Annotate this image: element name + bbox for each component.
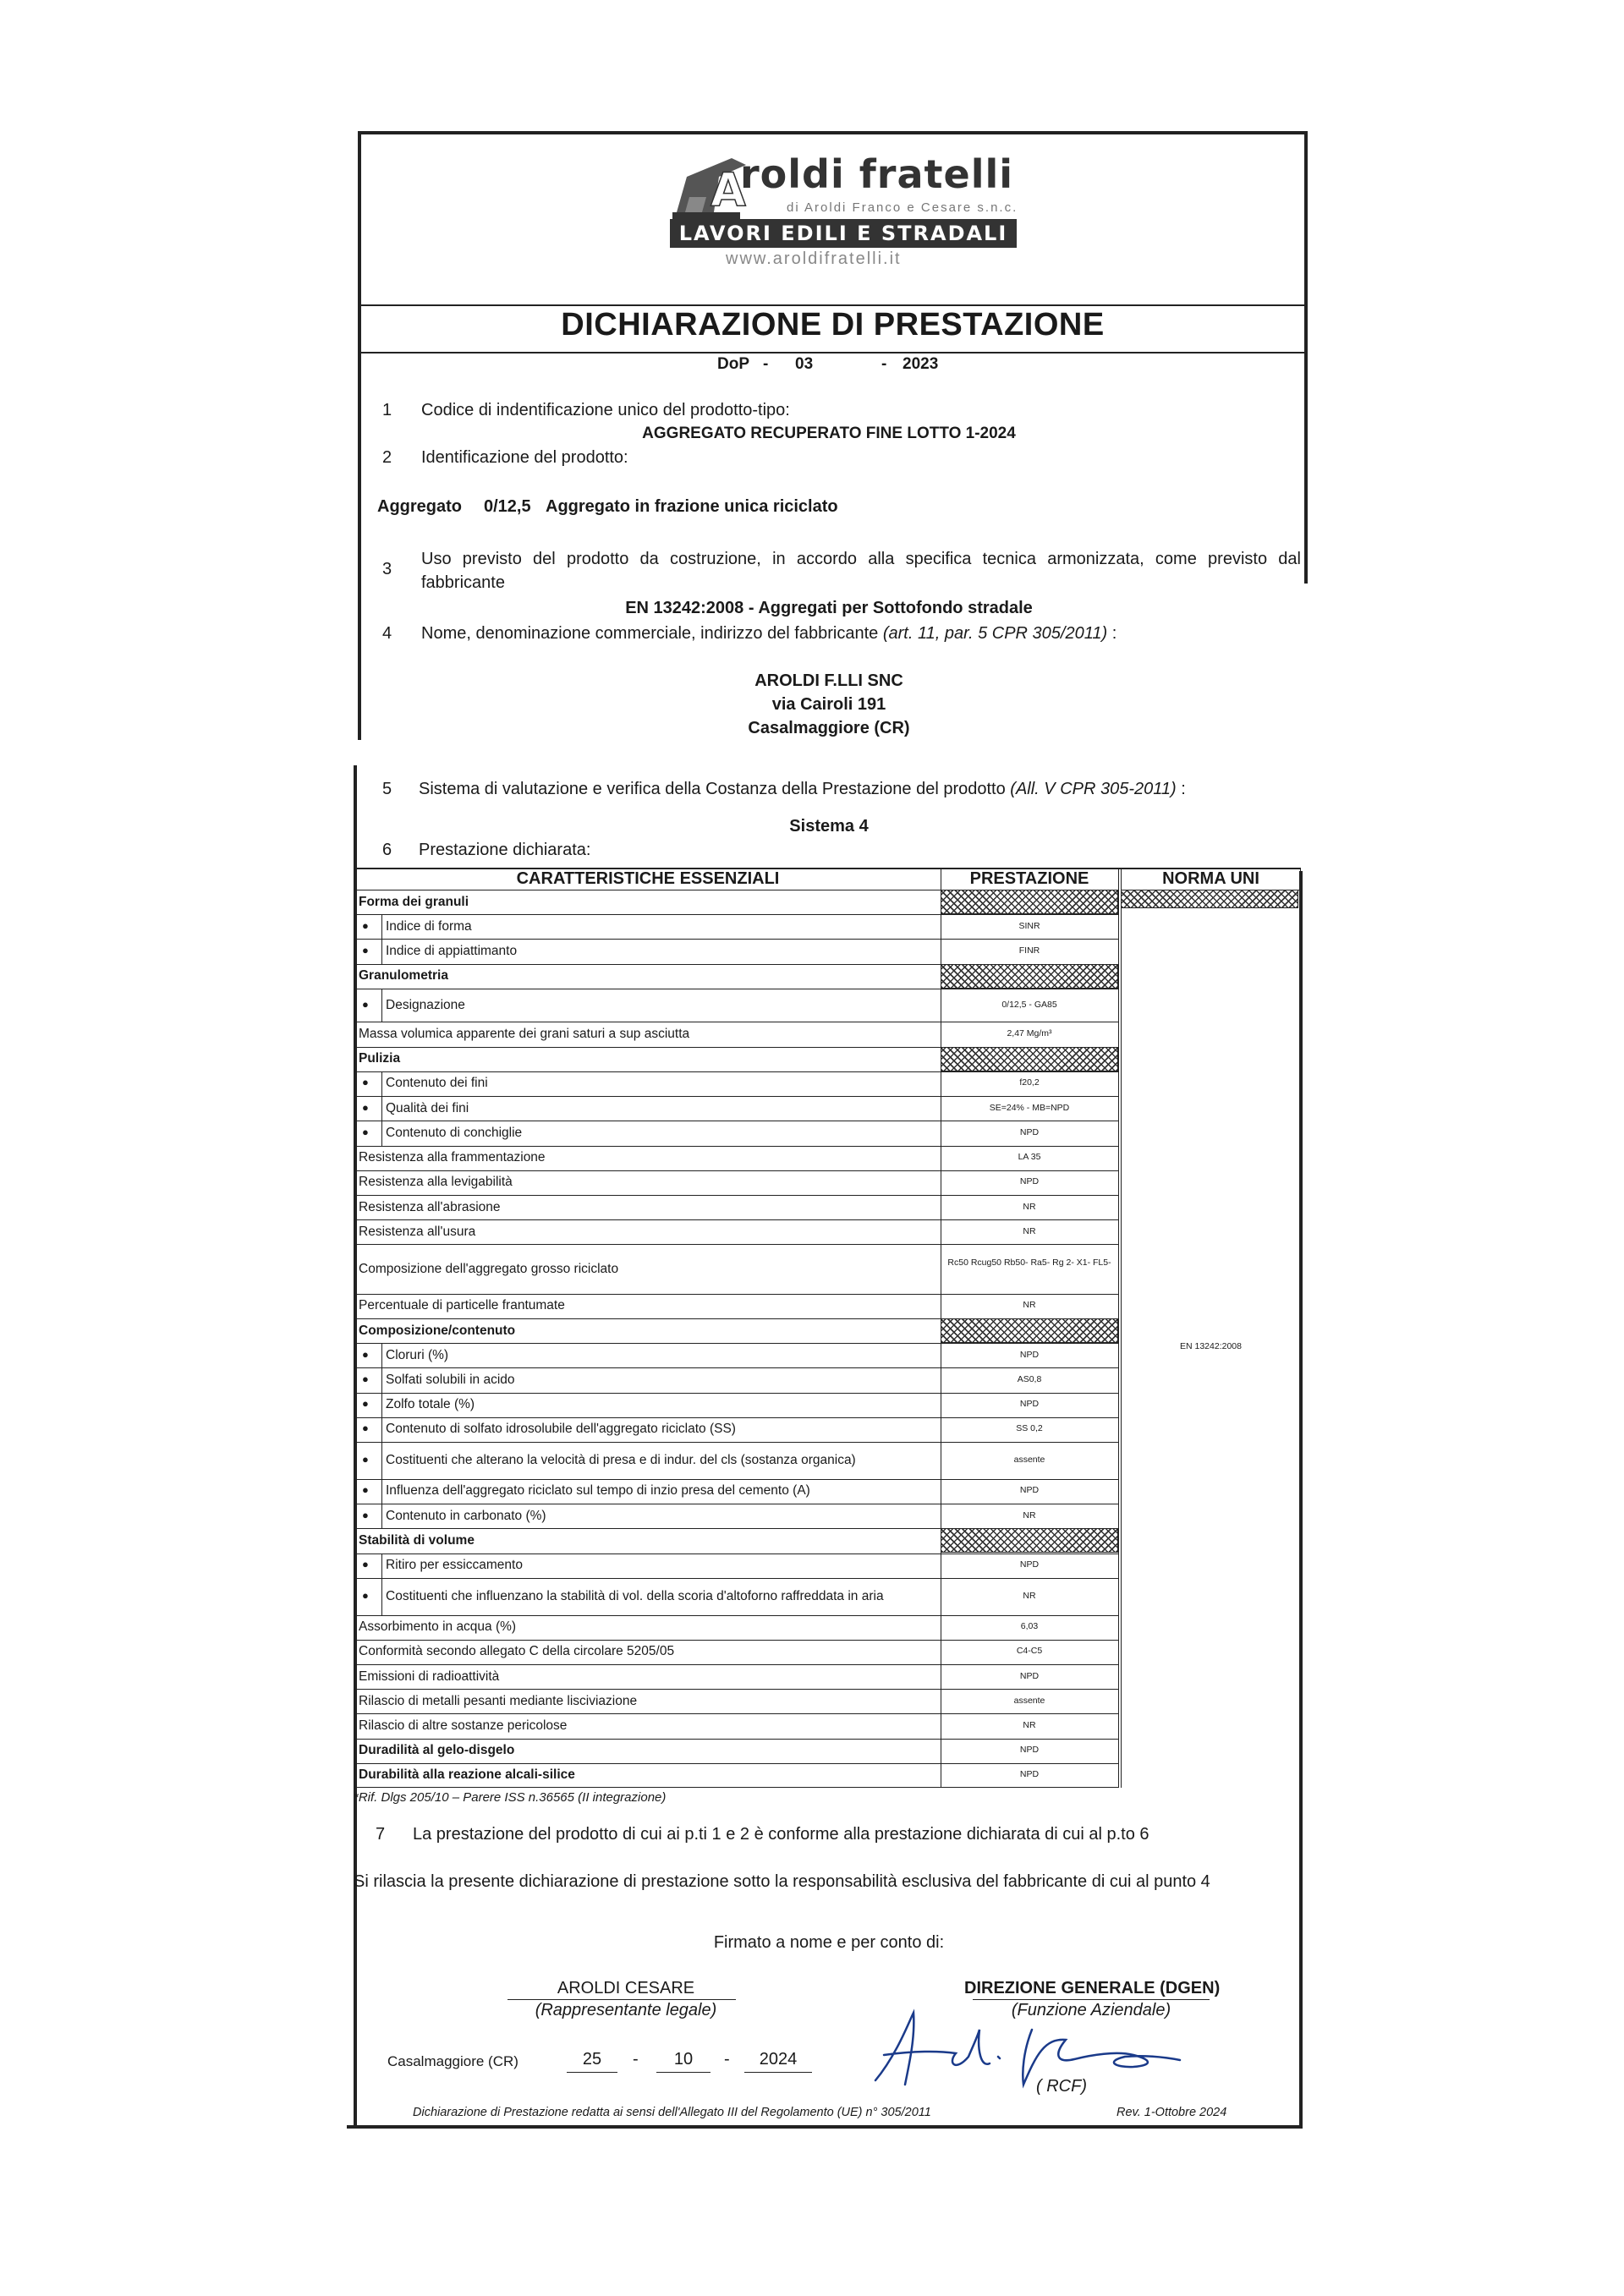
bullet-icon: ●	[362, 1125, 369, 1138]
section-3-line1: Uso previsto del prodotto da costruzione, in accordo alla specifica tecnica armonizzata, come previsto dal	[421, 550, 1301, 568]
date-sep: -	[633, 2050, 639, 2069]
performance-hatch	[941, 1047, 1118, 1071]
bullet-icon: ●	[362, 1508, 369, 1521]
row-label: Resistenza all'usura	[359, 1224, 476, 1239]
bullet-icon: ●	[362, 1452, 369, 1466]
row-label: Granulometria	[359, 968, 448, 984]
header-characteristics: CARATTERISTICHE ESSENZIALI	[516, 869, 780, 888]
row-label: Conformità secondo allegato C della circolare 5205/05	[359, 1644, 675, 1659]
table-row	[355, 1121, 1118, 1145]
bullet-divider	[381, 1504, 382, 1528]
underline	[567, 2072, 617, 2073]
table-vline	[1121, 868, 1122, 1788]
product-word: Aggregato	[377, 497, 462, 516]
table-row	[355, 1022, 1118, 1046]
row-value: NPD	[1019, 1126, 1040, 1137]
table-row	[355, 1417, 1118, 1442]
row-label: Composizione/contenuto	[359, 1323, 516, 1338]
section-4-number: 4	[382, 624, 392, 643]
row-value: NR	[1023, 1590, 1036, 1601]
row-value: NPD	[1019, 1670, 1040, 1681]
table-row	[355, 1146, 1118, 1170]
bullet-divider	[381, 914, 382, 939]
row-value: LA 35	[1018, 1152, 1041, 1163]
rcf-label: ( RCF)	[1036, 2077, 1087, 2096]
row-value: Rc50 Rcug50 Rb50- Ra5- Rg 2- X1- FL5-	[947, 1257, 1111, 1268]
logo-subtitle: di Aroldi Franco e Cesare s.n.c.	[787, 200, 1018, 215]
row-label: Percentuale di particelle frantumate	[359, 1298, 565, 1313]
product-size: 0/12,5	[484, 497, 531, 516]
manufacturer-name: AROLDI F.LLI SNC	[754, 671, 903, 690]
logo-name: roldi fratelli	[740, 151, 1013, 197]
table-row	[355, 1219, 1118, 1244]
header-performance: PRESTAZIONE	[969, 869, 1089, 888]
bullet-icon: ●	[362, 1373, 369, 1386]
table-row	[355, 1047, 1118, 1071]
section-5-number: 5	[382, 780, 392, 798]
table-row	[355, 989, 1118, 1022]
row-value: NR	[1023, 1201, 1036, 1212]
logo-band: LAVORI EDILI E STRADALI	[670, 219, 1017, 248]
table-row	[355, 964, 1118, 989]
table-row	[355, 1553, 1118, 1578]
row-value: NPD	[1019, 1559, 1040, 1570]
product-description: Aggregato in frazione unica riciclato	[546, 497, 838, 516]
row-value: SE=24% - MB=NPD	[989, 1102, 1070, 1113]
bullet-icon: ●	[362, 918, 369, 932]
bullet-icon: ●	[362, 1076, 369, 1089]
frame-left	[358, 131, 361, 740]
performance-hatch	[941, 1318, 1118, 1343]
section-4-label: Nome, denominazione commerciale, indirizzo del fabbricante	[421, 624, 879, 643]
row-value: NPD	[1019, 1176, 1040, 1187]
section-2-label: Identificazione del prodotto:	[421, 448, 628, 467]
section-1-label: Codice di indentificazione unico del prodotto-tipo:	[421, 401, 790, 419]
row-label: Duradilità al gelo-disgelo	[359, 1743, 515, 1758]
table-row	[355, 890, 1118, 914]
divider	[358, 304, 1308, 306]
row-label: Resistenza alla levigabilità	[359, 1175, 513, 1190]
row-label: Contenuto di solfato idrosolubile dell'aggregato riciclato (SS)	[386, 1422, 736, 1437]
company-logo	[660, 148, 1023, 271]
bullet-divider	[381, 1393, 382, 1417]
signed-for: Firmato a nome e per conto di:	[713, 1933, 945, 1952]
direction-name: DIREZIONE GENERALE (DGEN)	[964, 1979, 1221, 1997]
bullet-divider	[381, 1442, 382, 1479]
performance-hatch	[941, 964, 1118, 989]
section-5-ref: (All. V CPR 305-2011)	[1010, 780, 1177, 798]
section-7-text: La prestazione del prodotto di cui ai p.ti 1 e 2 è conforme alla prestazione dichiarata di cui al p.to 6	[413, 1825, 1149, 1844]
table-row	[355, 1170, 1118, 1195]
row-label: Influenza dell'aggregato riciclato sul tempo di inzio presa del cemento (A)	[386, 1483, 810, 1499]
handwritten-signature	[863, 2004, 1184, 2097]
row-label: Indice di forma	[386, 918, 472, 934]
row-value: assente	[1013, 1695, 1045, 1706]
section-7-number: 7	[376, 1825, 386, 1844]
bullet-divider	[381, 1578, 382, 1615]
row-label: Resistenza alla frammentazione	[359, 1150, 546, 1165]
table-row	[355, 1393, 1118, 1417]
row-value: f20,2	[1019, 1077, 1040, 1088]
section-5-value: Sistema 4	[789, 817, 869, 836]
row-value: 6,03	[1020, 1621, 1039, 1632]
table-row	[355, 1578, 1118, 1615]
manufacturer-city: Casalmaggiore (CR)	[748, 719, 910, 737]
bullet-divider	[381, 1343, 382, 1367]
row-value: assente	[1013, 1454, 1045, 1465]
table-vline	[1300, 868, 1301, 908]
bullet-icon: ●	[362, 1588, 369, 1602]
bullet-icon: ●	[362, 1100, 369, 1114]
row-label: Forma dei granuli	[359, 894, 469, 909]
signer-role: (Rappresentante legale)	[535, 2001, 717, 2019]
page-title: DICHIARAZIONE DI PRESTAZIONE	[561, 307, 1105, 342]
logo-url: www.aroldifratelli.it	[726, 249, 902, 268]
table-row	[355, 1689, 1118, 1713]
bullet-icon: ●	[362, 1397, 369, 1411]
row-value: SINR	[1018, 920, 1040, 931]
row-label: Emissioni di radioattività	[359, 1669, 500, 1684]
divider	[358, 352, 1308, 353]
row-value: NPD	[1019, 1349, 1040, 1360]
signer-name: AROLDI CESARE	[557, 1979, 695, 1997]
row-label: Costituenti che alterano la velocità di presa e di indur. del cls (sostanza organica)	[386, 1452, 856, 1467]
row-label: Pulizia	[359, 1051, 401, 1066]
row-label: Massa volumica apparente dei grani saturi a sup asciutta	[359, 1027, 690, 1042]
table-row	[355, 1479, 1118, 1504]
bullet-icon: ●	[362, 1347, 369, 1361]
table-row	[355, 1442, 1118, 1479]
release-statement: Si rilascia la presente dichiarazione di prestazione sotto la responsabilità esclusiva del fabbricante di cui al punto 4	[354, 1872, 1210, 1891]
row-label: Solfati solubili in acido	[386, 1373, 515, 1388]
row-label: Rilascio di altre sostanze pericolose	[359, 1718, 568, 1733]
section-3-line2: fabbricante	[421, 573, 505, 592]
date-month: 10	[673, 2050, 694, 2069]
table-row-line	[355, 1787, 1118, 1788]
bullet-divider	[381, 1479, 382, 1504]
bullet-icon: ●	[362, 1483, 369, 1497]
table-row	[355, 1504, 1118, 1528]
row-value: AS0,8	[1017, 1374, 1042, 1385]
bottom-note: Dichiarazione di Prestazione redatta ai sensi dell'Allegato III del Regolamento (UE) n° 305/2011	[413, 2106, 931, 2119]
row-label: Stabilità di volume	[359, 1532, 475, 1548]
row-label: Designazione	[386, 997, 465, 1012]
section-1-value: AGGREGATO RECUPERATO FINE LOTTO 1-2024	[642, 425, 1016, 442]
date-sep: -	[724, 2050, 730, 2069]
section-3-number: 3	[382, 560, 392, 578]
row-label: Contenuto dei fini	[386, 1076, 488, 1091]
table-row	[355, 1640, 1118, 1664]
bullet-icon: ●	[362, 1422, 369, 1435]
section-3-value: EN 13242:2008 - Aggregati per Sottofondo stradale	[625, 599, 1033, 617]
row-label: Ritiro per essiccamento	[386, 1558, 523, 1573]
underline	[508, 1999, 736, 2000]
frame-right	[1304, 131, 1308, 584]
section-4-colon: :	[1111, 624, 1117, 643]
date-year: 2024	[759, 2050, 798, 2069]
bullet-icon: ●	[362, 997, 369, 1011]
manufacturer-street: via Cairoli 191	[771, 695, 886, 714]
row-label: Assorbimento in acqua (%)	[359, 1619, 517, 1635]
date-day: 25	[582, 2050, 602, 2069]
section-6-number: 6	[382, 841, 392, 859]
table-row	[355, 1244, 1118, 1293]
bullet-divider	[381, 989, 382, 1022]
row-label: Contenuto in carbonato (%)	[386, 1508, 546, 1523]
row-label: Composizione dell'aggregato grosso riciclato	[359, 1261, 619, 1276]
row-label: Zolfo totale (%)	[386, 1397, 475, 1412]
date-place: Casalmaggiore (CR)	[387, 2053, 518, 2069]
row-value: 2,47 Mg/m³	[1007, 1028, 1052, 1039]
row-label: Durabilità alla reazione alcali-silice	[359, 1767, 575, 1783]
bullet-divider	[381, 1553, 382, 1578]
norma-value: EN 13242:2008	[1180, 1341, 1242, 1351]
row-value: NR	[1023, 1225, 1036, 1236]
row-value: NPD	[1019, 1745, 1040, 1756]
bullet-divider	[381, 939, 382, 963]
row-label: Contenuto di conchiglie	[386, 1125, 523, 1140]
section-2-number: 2	[382, 448, 392, 467]
footnote: *Rif. Dlgs 205/10 – Parere ISS n.36565 (II integrazione)	[354, 1790, 667, 1805]
bullet-divider	[381, 1071, 382, 1096]
table-row	[355, 1713, 1118, 1738]
row-label: Cloruri (%)	[386, 1347, 449, 1362]
dop-year: 2023	[903, 355, 939, 373]
row-label: Qualità dei fini	[386, 1100, 469, 1115]
bullet-divider	[381, 1096, 382, 1121]
section-4-ref: (art. 11, par. 5 CPR 305/2011)	[882, 624, 1108, 643]
row-label: Costituenti che influenzano la stabilità di vol. della scoria d'altoforno raffreddata in aria	[386, 1588, 884, 1603]
row-value: FINR	[1018, 945, 1040, 956]
row-value: NPD	[1019, 1485, 1040, 1496]
dop-sep: -	[881, 355, 887, 373]
row-value: NR	[1023, 1300, 1036, 1311]
section-5-label: Sistema di valutazione e verifica della Costanza della Prestazione del prodotto	[419, 780, 1006, 798]
direction-role: (Funzione Aziendale)	[1011, 2001, 1171, 2019]
bullet-icon: ●	[362, 944, 369, 956]
dop-sep: -	[763, 355, 769, 373]
frame-bottom	[347, 2125, 1303, 2129]
table-row	[355, 1071, 1118, 1096]
bullet-divider	[381, 1121, 382, 1145]
frame-top	[358, 131, 1308, 134]
table-row	[355, 1343, 1118, 1367]
underline	[744, 2072, 812, 2073]
table-row	[355, 1096, 1118, 1121]
row-value: C4-C5	[1016, 1646, 1043, 1657]
row-label: Rilascio di metalli pesanti mediante lisciviazione	[359, 1693, 638, 1708]
performance-hatch	[941, 890, 1118, 914]
logo-letter: A	[710, 163, 746, 216]
bullet-divider	[381, 1367, 382, 1392]
bullet-icon: ●	[362, 1558, 369, 1571]
table-row	[355, 1195, 1118, 1219]
section-6-label: Prestazione dichiarata:	[419, 841, 591, 859]
table-row	[355, 1528, 1118, 1553]
row-value: NPD	[1019, 1399, 1040, 1410]
row-value: NPD	[1019, 1769, 1040, 1780]
section-5-text	[419, 780, 1186, 799]
table-row	[355, 1318, 1118, 1343]
dop-prefix: DoP	[717, 355, 749, 373]
section-4-text	[421, 624, 1116, 644]
table-row	[355, 1763, 1118, 1788]
revision: Rev. 1-Ottobre 2024	[1116, 2106, 1227, 2119]
row-value: 0/12,5 - GA85	[1001, 999, 1057, 1010]
underline	[973, 1999, 1210, 2000]
row-label: Resistenza all'abrasione	[359, 1199, 501, 1214]
norma-hatch	[1121, 890, 1298, 908]
table-row	[355, 1615, 1118, 1640]
table-row	[355, 914, 1118, 939]
table-vline	[1118, 868, 1119, 1788]
section-5-colon: :	[1181, 780, 1186, 798]
table-row	[355, 1294, 1118, 1318]
header-norma: NORMA UNI	[1162, 869, 1259, 888]
table-row	[355, 1367, 1118, 1392]
table-row	[355, 1664, 1118, 1689]
dop-number: 03	[795, 355, 814, 373]
underline	[656, 2072, 710, 2073]
table-row	[355, 1739, 1118, 1763]
table-row	[355, 939, 1118, 963]
row-value: NR	[1023, 1510, 1036, 1521]
row-value: SS 0,2	[1016, 1423, 1043, 1434]
row-label: Indice di appiattimanto	[386, 944, 518, 958]
performance-hatch	[941, 1528, 1118, 1553]
performance-table	[355, 868, 1301, 1788]
bullet-divider	[381, 1417, 382, 1442]
section-1-number: 1	[382, 401, 392, 419]
row-value: NR	[1023, 1719, 1036, 1730]
